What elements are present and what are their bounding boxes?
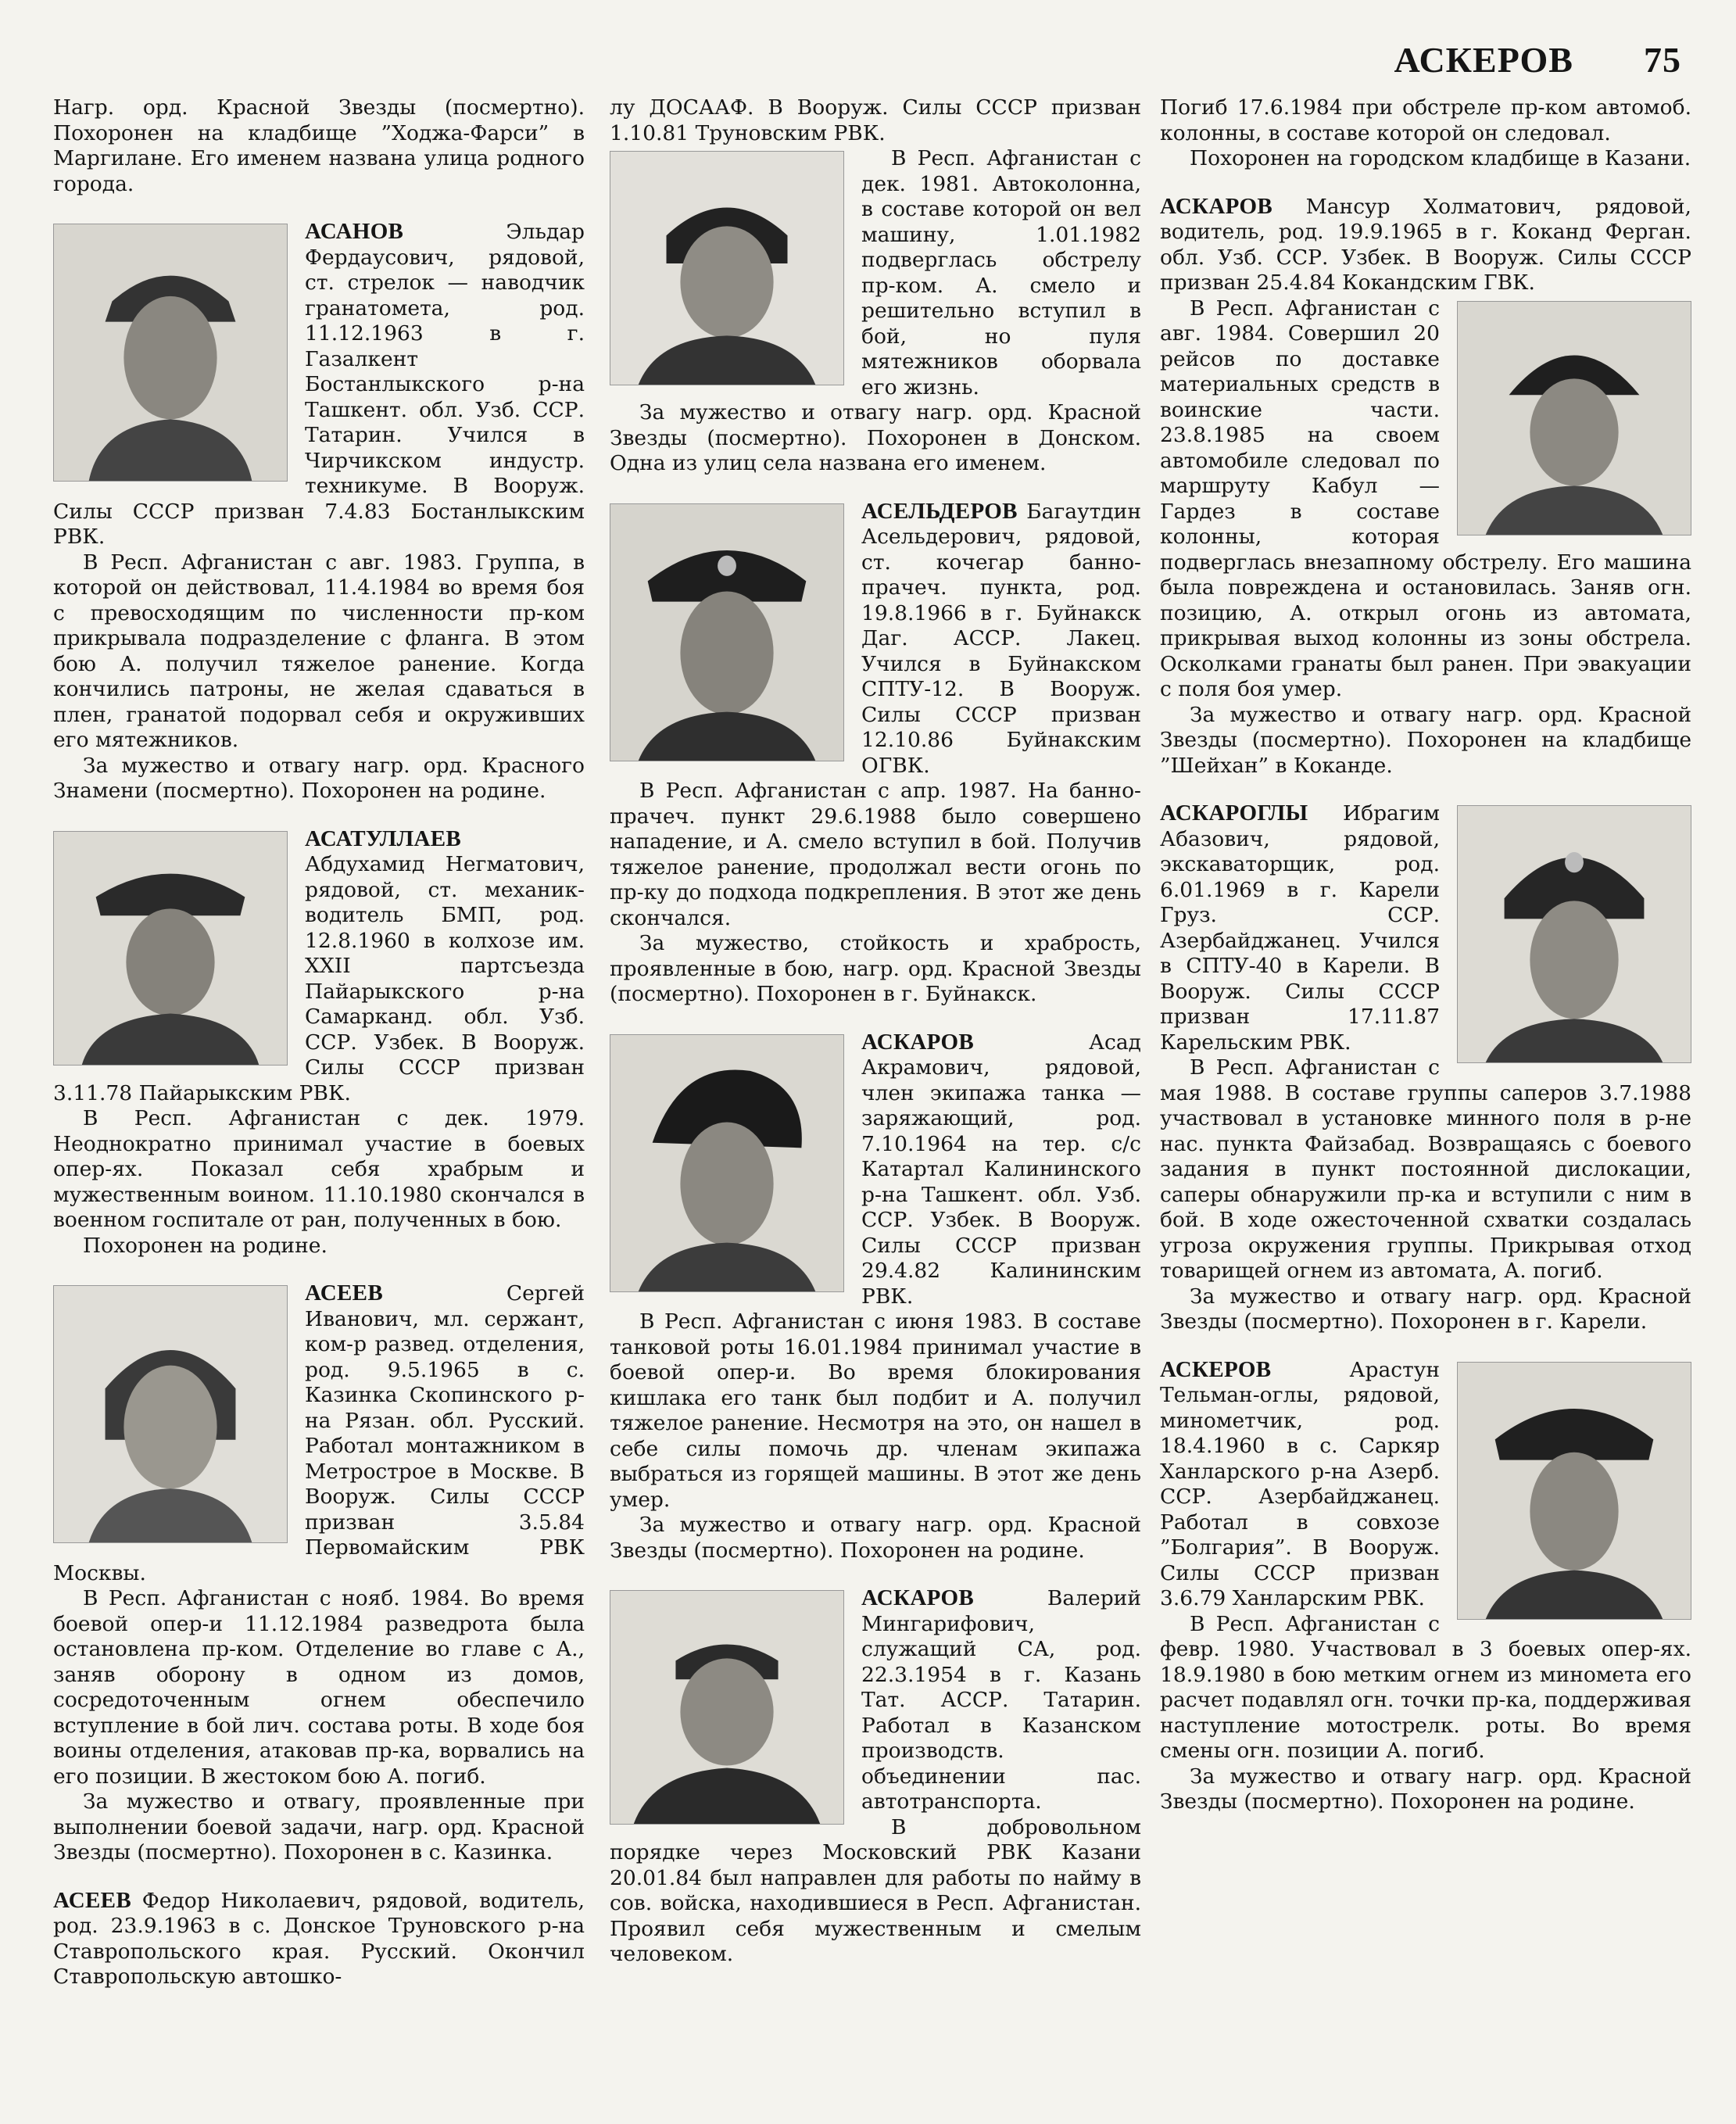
entry-surname: АСКЕРОВ (1160, 1356, 1272, 1382)
entry-paragraph: В добровольном порядке через Московский РВК Казани 20.01.84 был направлен для работы по найму в сов. войска, находившиеся в Респ. Афганистан. Проявил себя мужественным и смелым человеком. (610, 1814, 1141, 1966)
entry-surname: АСАНОВ (305, 219, 404, 244)
running-head (1394, 39, 1681, 81)
entry-aseev-sergey (53, 1280, 585, 1866)
portrait-photo-askarov-valeriy (610, 1590, 844, 1825)
entry-paragraph: Нагр. орд. Красной Звезды (посмертно). Похоронен на кладбище ”Ходжа-Фарси” в Маргилане. Его именем названа улица родного города. (53, 95, 585, 196)
entry-paragraph: В Респ. Афганистан с нояб. 1984. Во время боевой опер-и 11.12.1984 разведрота была остановлена пр-ком. Отделение во главе с А., заняв оборону в одном из домов, сосредоточенным огнем обеспечило вступление в бой лич. состава роты. В ходе боя воины отделения, атаковав пр-ка, ворвались на его позиции. В жестоком бою А. погиб. (53, 1586, 585, 1789)
entry-paragraph: В Респ. Афганистан с апр. 1987. На банно-прачеч. пункт 29.6.1988 было совершено нападение, и А. смело вступил в бой. Получив тяжелое ранение, продолжал вести огонь по пр-ку до подхода подкрепления. В этот же день скончался. (610, 779, 1141, 930)
entry-surname: АСЕЛЬДЕРОВ (861, 498, 1018, 524)
entry-paragraph: За мужество, стойкость и храбрость, проявленные в бою, нагр. орд. Красной Звезды (посмертно). Похоронен в г. Буйнакск. (610, 931, 1141, 1006)
entry-asatullaev (53, 826, 585, 1259)
entry-paragraph: В Респ. Афганистан с февр. 1980. Участвовал в 3 боевых опер-ях. 18.9.1980 в бою метким огнем из миномета его расчет подавлял огн. точки пр-ка, поддерживая наступление мотострелк. роты. Во время смены огн. позиции А. погиб. (1160, 1611, 1691, 1763)
portrait-photo-aseev-sergey (53, 1285, 288, 1543)
portrait-photo-askarogly (1457, 805, 1691, 1063)
entry-paragraph: За мужество и отвагу нагр. орд. Красной Звезды (посмертно). Похоронен на кладбище ”Шейхан” в Коканде. (1160, 702, 1691, 778)
entry-paragraph: За мужество и отвагу нагр. орд. Красной Звезды (посмертно). Похоронен в Донском. Одна из улиц села названа его именем. (610, 400, 1141, 475)
entry-paragraph: За мужество и отвагу нагр. орд. Красной Звезды (посмертно). Похоронен на родине. (1160, 1764, 1691, 1814)
entry-paragraph: Похоронен на родине. (83, 1233, 328, 1258)
entry-text: Ибрагим Абазович, рядовой, экскаваторщик, род. 6.01.1969 в г. Карели Груз. ССР. Азербайджанец. Учился в СПТУ-40 в Карели. В Вооруж. Силы СССР призван 17.11.87 Карельским РВК. (1160, 801, 1440, 1055)
entry-text: Багаутдин Асельдерович, рядовой, ст. кочегар банно-прачеч. пункта, род. 19.8.1966 в г. Буйнакск Даг. АССР. Лакец. Учился в Буйнакском СПТУ-12. В Вооруж. Силы СССР призван 12.10.86 Буйнакским ОГВК. (861, 499, 1141, 778)
entry-text: Абдухамид Негматович, рядовой, ст. механик-водитель БМП, род. 12.8.1960 в колхозе им. XXII партсъезда Пайарыкского р-на Самарканд. обл. Узб. ССР. Узбек. В Вооруж. Силы СССР призван 3.11.78 Пайарыкским РВК. (53, 852, 585, 1105)
entry-askarov-valeriy (610, 1585, 1141, 1968)
portrait-photo-askarov-asad (610, 1034, 844, 1292)
entry-surname: АСЕЕВ (305, 1280, 383, 1306)
entry-paragraph: За мужество и отвагу нагр. орд. Красного Знамени (посмертно). Похоронен на родине. (53, 753, 585, 803)
entry-paragraph: В Респ. Афганистан с авг. 1983. Группа, в которой он действовал, 11.4.1984 во время боя с превосходящим по численности пр-ком прикрывала подразделение с фланга. В этом бою А. получил тяжелое ранение. Когда кончились патроны, не желая сдаваться в плен, гранатой подорвал себя и окруживших его мятежников. (53, 550, 585, 752)
entry-paragraph: В Респ. Афганистан с июня 1983. В составе танковой роты 16.01.1984 принимал участие в боевой опер-и. Во время блокирования кишлака его танк был подбит и А. получил тяжелое ранение. Несмотря на это, он нашел в себе силы помочь др. членам экипажа выбраться из горящей машины. В этот же день умер. (610, 1309, 1141, 1512)
entry-aselderov (610, 499, 1141, 1008)
portrait-photo-asanov (53, 224, 288, 482)
entry-paragraph: В Респ. Афганистан с мая 1988. В составе группы саперов 3.7.1988 участвовал в установке минного поля в р-не нас. пункта Файзабад. Возвращаясь с боевого задания в пункт постоянной дислокации, саперы обнаружили пр-ка и вступили с ним в бой. В ходе ожесточенной схватки создалась угроза окружения группы. Прикрывая отход товарищей огнем из автомата, А. погиб. (1160, 1055, 1691, 1283)
entry-surname: АСАТУЛЛАЕВ (305, 826, 462, 851)
entry-paragraph: В Респ. Афганистан с авг. 1984. Совершил 20 рейсов по доставке материальных средств в воинские части. 23.8.1985 на своем автомобиле следовал по маршруту Кабул — Гардез в составе колонны, которая подверглась внезапному обстрелу. Его машина была повреждена и остановилась. Заняв огн. позицию, А. открыл огонь из автомата, прикрывая выход колонны из зоны обстрела. Осколками гранаты был ранен. При эвакуации с поля боя умер. (1160, 295, 1691, 701)
portrait-photo-askarov-mansur (1457, 301, 1691, 535)
entry-paragraph: Погиб 17.6.1984 при обстреле пр-ком автомоб. колонны, в составе которой он следовал. (1160, 95, 1691, 145)
column-1 (53, 95, 585, 1990)
page-number: 75 (1644, 40, 1681, 80)
entry-paragraph: В Респ. Афганистан с дек. 1981. Автоколонна, в составе которой он вел машину, 1.01.1982 подверглась обстрелу пр-ком. А. смело и решительно вступил в бой, но пуля мятежников оборвала его жизнь. (861, 146, 1141, 399)
column-3 (1160, 95, 1691, 1815)
entry-askarogly (1160, 801, 1691, 1335)
entry-surname: АСКАРОГЛЫ (1160, 801, 1308, 826)
column-2 (610, 95, 1141, 1968)
entry-paragraph: За мужество и отвагу, проявленные при выполнении боевой задачи, нагр. орд. Красной Звезды (посмертно). Похоронен в с. Казинка. (53, 1789, 585, 1864)
entry-paragraph: За мужество и отвагу нагр. орд. Красной Звезды (посмертно). Похоронен в г. Карели. (1160, 1284, 1691, 1334)
entry-continuation (1160, 95, 1691, 172)
entry-aseev-fedor (53, 1888, 585, 1990)
portrait-photo-aseev-fedor (610, 151, 844, 385)
entry-paragraph: лу ДОСААФ. В Вооруж. Силы СССР призван 1.10.81 Труновским РВК. (610, 95, 1141, 145)
entry-surname: АСКАРОВ (861, 1029, 974, 1055)
entry-text: Асад Акрамович, рядовой, член экипажа танка — заряжающий, род. 7.10.1964 на тер. с/с Катартал Калининского р-на Ташкент. обл. Узб. ССР. Узбек. В Вооруж. Силы СССР призван 29.4.82 Калининским РВК. (861, 1030, 1141, 1309)
portrait-photo-askerov (1457, 1362, 1691, 1620)
entry-text: Мансур Холматович, рядовой, водитель, род. 19.9.1965 в г. Коканд Ферган. обл. Узб. ССР. Узбек. В Вооруж. Силы СССР призван 25.4.84 Кокандским ГВК. (1160, 194, 1691, 295)
entry-surname: АСЕЕВ (53, 1887, 131, 1913)
running-head-surname: АСКЕРОВ (1394, 40, 1573, 80)
portrait-photo-asatullaev (53, 831, 288, 1066)
entry-askarov-asad (610, 1030, 1141, 1564)
entry-text: Сергей Иванович, мл. сержант, ком-р развед. отделения, род. 9.5.1965 в с. Казинка Скопинского р-на Рязан. обл. Русский. Работал монтажником в Метрострое в Москве. В Вооруж. Силы СССР призван 3.5.84 Первомайским РВК Москвы. (53, 1281, 585, 1585)
entry-text: Валерий Мингарифович, служащий СА, род. 22.3.1954 в г. Казань Тат. АССР. Татарин. Работал в Казанском производств. объединении пас. автотранспорта. (861, 1586, 1141, 1814)
entry-askerov (1160, 1357, 1691, 1815)
entry-askarov-mansur (1160, 194, 1691, 779)
entry-paragraph: За мужество и отвагу нагр. орд. Красной Звезды (посмертно). Похоронен на родине. (610, 1513, 1141, 1563)
entry-asanov (53, 219, 585, 804)
entry-text: Эльдар Фердаусович, рядовой, ст. стрелок — наводчик гранатомета, род. 11.12.1963 в г. Газалкент Бостанлыкского р-на Ташкент. обл. Узб. ССР. Татарин. Учился в Чирчикском индустр. техникуме. В Вооруж. Силы СССР призван 7.4.83 Бостанлыкским РВК. (53, 220, 585, 549)
entry-text: Федор Николаевич, рядовой, водитель, род. 23.9.1963 в с. Донское Труновского р-на Ставропольского края. Русский. Окончил Ставропольскую автошко- (53, 1888, 585, 1989)
portrait-photo-aselderov (610, 503, 844, 761)
entry-continuation (53, 95, 585, 197)
entry-surname: АСКАРОВ (861, 1585, 974, 1610)
entry-paragraph: Похоронен на городском кладбище в Казани. (1190, 146, 1691, 170)
entry-continuation (610, 95, 1141, 477)
entry-surname: АСКАРОВ (1160, 193, 1272, 219)
entry-text: Арастун Тельман-оглы, рядовой, минометчик, род. 18.4.1960 в с. Саркяр Ханларского р-на Азерб. ССР. Азербайджанец. Работал в совхозе ”Болгария”. В Вооруж. Силы СССР призван 3.6.79 Ханларским РВК. (1160, 1357, 1440, 1610)
entry-paragraph: В Респ. Афганистан с дек. 1979. Неоднократно принимал участие в боевых опер-ях. Показал себя храбрым и мужественным воином. 11.10.1980 скончался в военном госпитале от ран, полученных в бою. (53, 1106, 585, 1232)
